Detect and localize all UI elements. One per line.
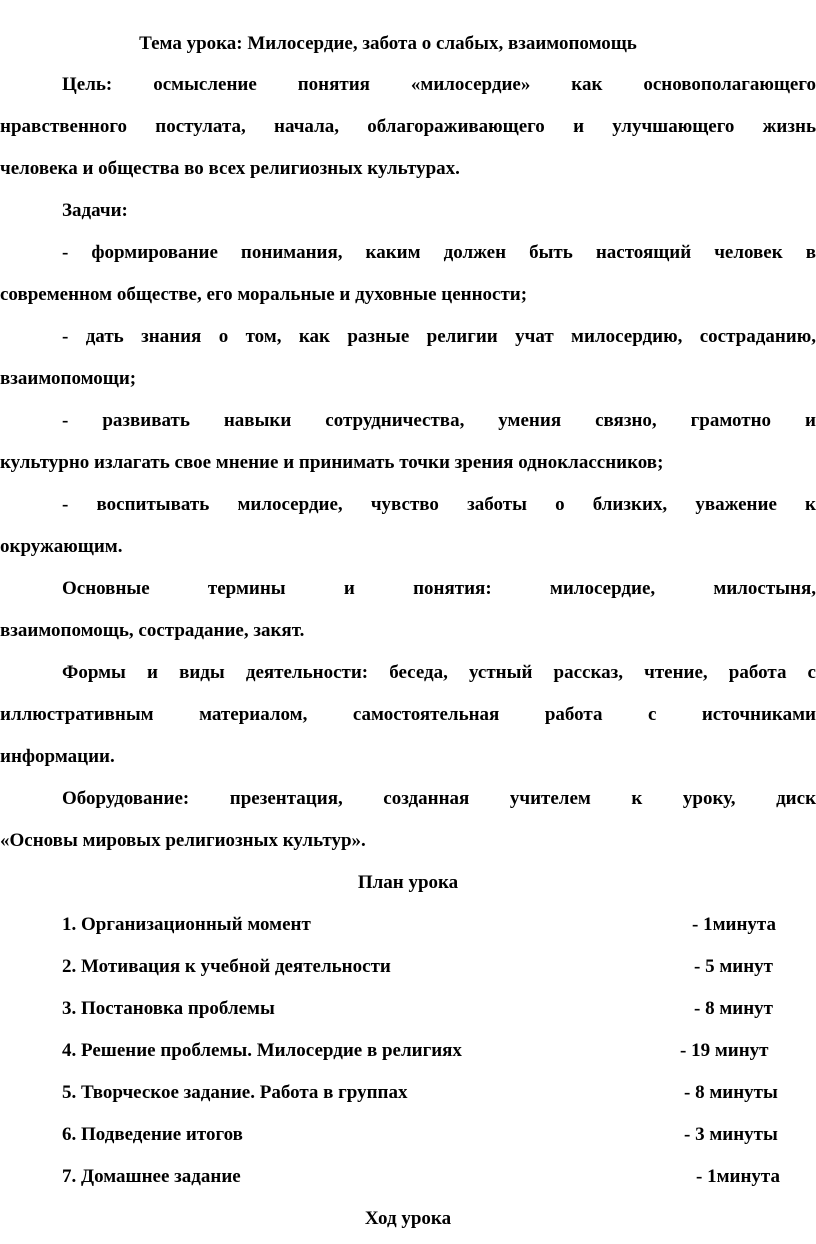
plan-item-1: 1. Организационный момент	[62, 914, 311, 935]
terms-line-2: взаимопомощь, сострадание, закят.	[0, 620, 305, 641]
task-1-line-1: - формирование понимания, каким должен быть настоящий человек в	[62, 242, 816, 263]
task-4-line-2: окружающим.	[0, 536, 123, 557]
terms-label: Основные термины и понятия:	[62, 578, 492, 599]
plan-time-6: - 3 минуты	[684, 1124, 778, 1145]
plan-item-7: 7. Домашнее задание	[62, 1166, 241, 1187]
task-2-line-2: взаимопомощи;	[0, 368, 137, 389]
plan-item-6: 6. Подведение итогов	[62, 1124, 243, 1145]
plan-item-3: 3. Постановка проблемы	[62, 998, 275, 1019]
equipment-label: Оборудование:	[62, 788, 190, 809]
plan-item-4: 4. Решение проблемы. Милосердие в религиях	[62, 1040, 462, 1061]
plan-heading: План урока	[357, 872, 459, 893]
forms-line-1: Формы и виды деятельности: беседа, устный рассказ, чтение, работа с	[62, 662, 816, 683]
forms-line-2: иллюстративным материалом, самостоятельная работа с источниками	[0, 704, 816, 725]
course-heading: Ход урока	[364, 1208, 452, 1229]
terms-line-1: Основные термины и понятия: милосердие, милостыня,	[62, 578, 816, 599]
task-1-line-2: современном обществе, его моральные и духовные ценности;	[0, 284, 528, 305]
forms-line-3: информации.	[0, 746, 115, 767]
tasks-label: Задачи:	[62, 200, 128, 221]
goal-line-2: нравственного постулата, начала, облагораживающего и улучшающего жизнь	[0, 116, 816, 137]
goal-line-1: Цель: осмысление понятия «милосердие» как основополагающего	[62, 74, 816, 95]
equipment-line-2: «Основы мировых религиозных культур».	[0, 830, 366, 851]
task-2-line-1: - дать знания о том, как разные религии учат милосердию, состраданию,	[62, 326, 816, 347]
plan-time-2: - 5 минут	[694, 956, 773, 977]
equipment-line-1: Оборудование: презентация, созданная учителем к уроку, диск	[62, 788, 816, 809]
plan-item-2: 2. Мотивация к учебной деятельности	[62, 956, 391, 977]
forms-label: Формы и виды деятельности:	[62, 662, 369, 683]
task-4-line-1: - воспитывать милосердие, чувство заботы о близких, уважение к	[62, 494, 816, 515]
task-3-line-1: - развивать навыки сотрудничества, умения связно, грамотно и	[62, 410, 816, 431]
lesson-title: Тема урока: Милосердие, забота о слабых, взаимопомощь	[139, 33, 637, 54]
plan-time-3: - 8 минут	[694, 998, 773, 1019]
plan-time-4: - 19 минут	[680, 1040, 769, 1061]
goal-line-3: человека и общества во всех религиозных культурах.	[0, 158, 460, 179]
task-3-line-2: культурно излагать свое мнение и принимать точки зрения одноклассников;	[0, 452, 664, 473]
plan-time-7: - 1минута	[696, 1166, 780, 1187]
plan-time-5: - 8 минуты	[684, 1082, 778, 1103]
plan-item-5: 5. Творческое задание. Работа в группах	[62, 1082, 408, 1103]
goal-label: Цель:	[62, 74, 113, 95]
plan-time-1: - 1минута	[692, 914, 776, 935]
